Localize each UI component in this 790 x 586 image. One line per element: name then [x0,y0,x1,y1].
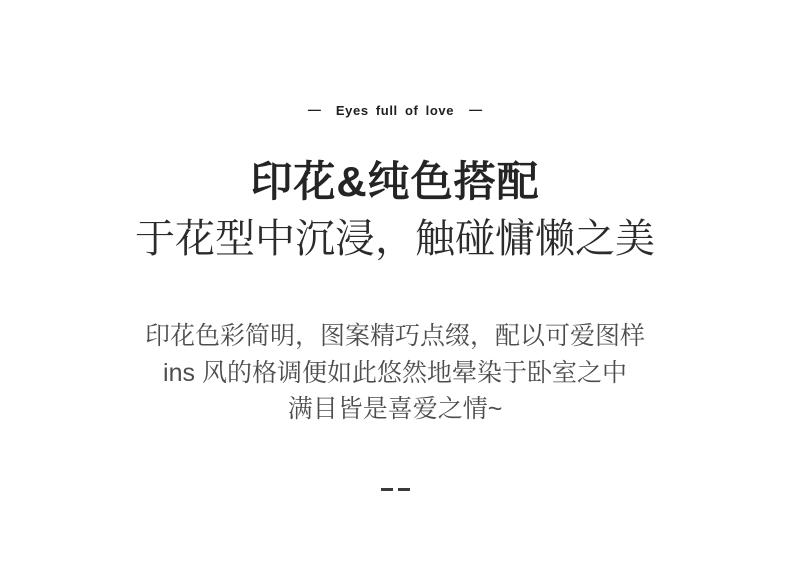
divider-dash-left [381,488,393,491]
divider [0,488,790,491]
divider-dash-right [398,488,410,491]
description-line-3: 满目皆是喜爱之情~ [287,395,503,423]
section-subtitle: 于花型中沉浸，触碰慵懒之美 [135,217,655,261]
tagline-left-dash: — [307,102,321,117]
tagline-right-dash: — [469,102,483,117]
description-line-2: ins 风的格调便如此悠然地晕染于卧室之中 [163,358,627,387]
tagline [0,103,790,118]
tagline-label: Eyes full of love [335,103,455,118]
description-line-1: 印花色彩简明，图案精巧点缀，配以可爱图样 [144,322,645,350]
section-title: 印花&纯色搭配 [250,158,540,205]
description [0,318,790,428]
